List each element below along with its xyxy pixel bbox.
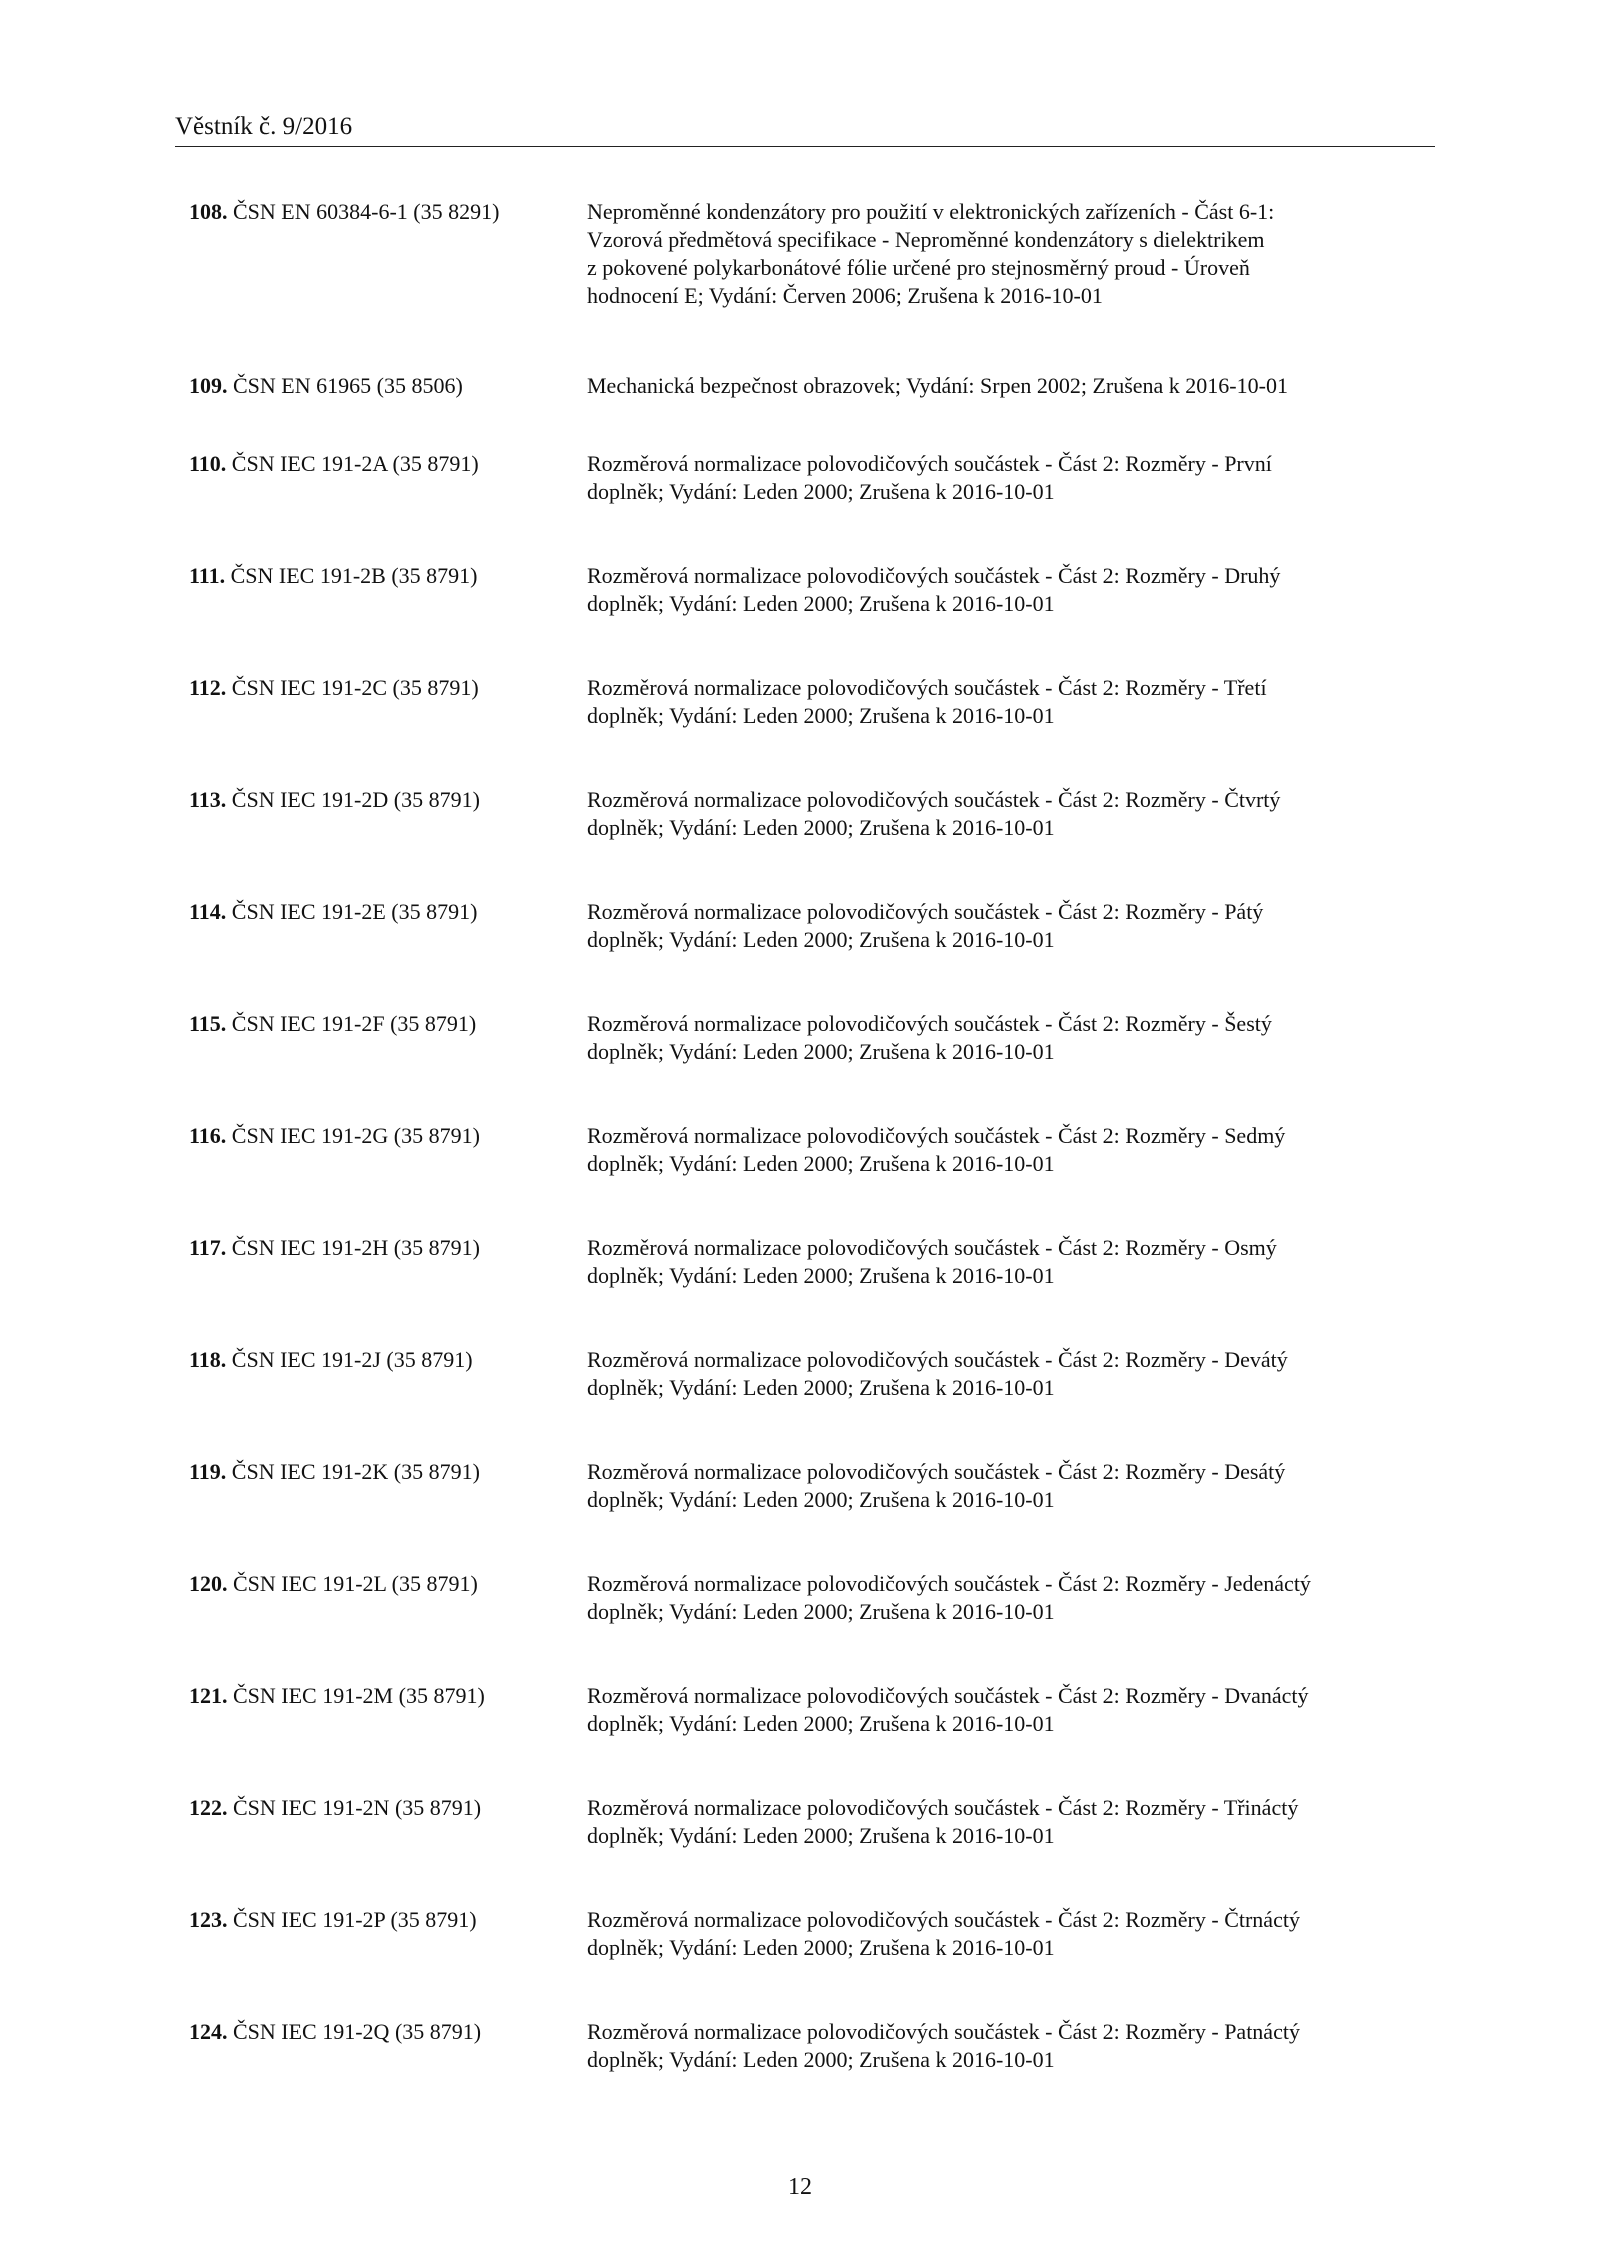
description-line: doplněk; Vydání: Leden 2000; Zrušena k 2016-10-01 <box>587 2047 1055 2072</box>
entry-number: 110. <box>189 451 227 476</box>
entry-number: 114. <box>189 899 227 924</box>
description-line: Rozměrová normalizace polovodičových součástek - Část 2: Rozměry - Druhý <box>587 563 1281 588</box>
description-line: Rozměrová normalizace polovodičových součástek - Část 2: Rozměry - Patnáctý <box>587 2019 1300 2044</box>
entry-number: 115. <box>189 1011 227 1036</box>
standard-code: ČSN IEC 191-2E (35 8791) <box>231 899 478 924</box>
standard-description <box>587 2018 1437 2074</box>
entry-number: 111. <box>189 563 226 588</box>
description-line: hodnocení E; Vydání: Červen 2006; Zrušena k 2016-10-01 <box>587 283 1103 308</box>
description-line: Rozměrová normalizace polovodičových součástek - Část 2: Rozměry - Osmý <box>587 1235 1277 1260</box>
description-line: doplněk; Vydání: Leden 2000; Zrušena k 2016-10-01 <box>587 703 1055 728</box>
description-line: Rozměrová normalizace polovodičových součástek - Část 2: Rozměry - Čtrnáctý <box>587 1907 1300 1932</box>
description-line: doplněk; Vydání: Leden 2000; Zrušena k 2016-10-01 <box>587 1039 1055 1064</box>
standard-description <box>587 1906 1437 1962</box>
description-line: Rozměrová normalizace polovodičových součástek - Část 2: Rozměry - Pátý <box>587 899 1264 924</box>
entry-identifier <box>189 1570 478 1598</box>
description-line: doplněk; Vydání: Leden 2000; Zrušena k 2016-10-01 <box>587 1599 1055 1624</box>
description-line: doplněk; Vydání: Leden 2000; Zrušena k 2016-10-01 <box>587 1263 1055 1288</box>
description-line: doplněk; Vydání: Leden 2000; Zrušena k 2016-10-01 <box>587 927 1055 952</box>
standard-description <box>587 372 1437 400</box>
page-header-title: Věstník č. 9/2016 <box>175 113 353 140</box>
entry-number: 121. <box>189 1683 228 1708</box>
header-divider <box>175 146 1435 147</box>
entry-number: 112. <box>189 675 227 700</box>
standard-code: ČSN IEC 191-2C (35 8791) <box>231 675 479 700</box>
description-line: Rozměrová normalizace polovodičových součástek - Část 2: Rozměry - Dvanáctý <box>587 1683 1309 1708</box>
description-line: Rozměrová normalizace polovodičových součástek - Část 2: Rozměry - Sedmý <box>587 1123 1286 1148</box>
description-line: Rozměrová normalizace polovodičových součástek - Část 2: Rozměry - Čtvrtý <box>587 787 1281 812</box>
entry-identifier <box>189 372 463 400</box>
entry-identifier <box>189 450 479 478</box>
standard-code: ČSN EN 60384-6-1 (35 8291) <box>233 199 500 224</box>
standard-description <box>587 1794 1437 1850</box>
entry-number: 124. <box>189 2019 228 2044</box>
entry-identifier <box>189 1682 485 1710</box>
standard-code: ČSN IEC 191-2P (35 8791) <box>233 1907 477 1932</box>
entry-number: 120. <box>189 1571 228 1596</box>
standard-code: ČSN IEC 191-2J (35 8791) <box>231 1347 473 1372</box>
standard-code: ČSN IEC 191-2K (35 8791) <box>231 1459 480 1484</box>
description-line: Vzorová předmětová specifikace - Neproměnné kondenzátory s dielektrikem <box>587 227 1265 252</box>
description-line: doplněk; Vydání: Leden 2000; Zrušena k 2016-10-01 <box>587 1711 1055 1736</box>
standard-description <box>587 1682 1437 1738</box>
description-line: Rozměrová normalizace polovodičových součástek - Část 2: Rozměry - První <box>587 451 1272 476</box>
standard-code: ČSN EN 61965 (35 8506) <box>233 373 463 398</box>
entry-identifier <box>189 1234 480 1262</box>
standard-code: ČSN IEC 191-2Q (35 8791) <box>233 2019 482 2044</box>
standard-code: ČSN IEC 191-2B (35 8791) <box>230 563 478 588</box>
entry-number: 113. <box>189 787 227 812</box>
entry-identifier <box>189 562 477 590</box>
standard-description <box>587 674 1437 730</box>
standard-code: ČSN IEC 191-2N (35 8791) <box>233 1795 482 1820</box>
description-line: doplněk; Vydání: Leden 2000; Zrušena k 2016-10-01 <box>587 1375 1055 1400</box>
description-line: Mechanická bezpečnost obrazovek; Vydání: Srpen 2002; Zrušena k 2016-10-01 <box>587 373 1288 398</box>
entry-identifier <box>189 1346 473 1374</box>
entry-identifier <box>189 1010 476 1038</box>
entry-number: 123. <box>189 1907 228 1932</box>
entry-number: 117. <box>189 1235 227 1260</box>
entry-number: 109. <box>189 373 228 398</box>
description-line: Rozměrová normalizace polovodičových součástek - Část 2: Rozměry - Třináctý <box>587 1795 1299 1820</box>
standard-description <box>587 1458 1437 1514</box>
standard-description <box>587 562 1437 618</box>
entry-number: 119. <box>189 1459 227 1484</box>
description-line: doplněk; Vydání: Leden 2000; Zrušena k 2016-10-01 <box>587 1151 1055 1176</box>
entry-identifier <box>189 198 499 226</box>
standard-code: ČSN IEC 191-2A (35 8791) <box>231 451 479 476</box>
standard-description <box>587 898 1437 954</box>
entry-identifier <box>189 898 477 926</box>
standard-description <box>587 1010 1437 1066</box>
entry-number: 108. <box>189 199 228 224</box>
entry-number: 118. <box>189 1347 227 1372</box>
entry-identifier <box>189 1458 480 1486</box>
standard-description <box>587 1122 1437 1178</box>
description-line: Rozměrová normalizace polovodičových součástek - Část 2: Rozměry - Jedenáctý <box>587 1571 1311 1596</box>
entry-identifier <box>189 1906 477 1934</box>
description-line: Rozměrová normalizace polovodičových součástek - Část 2: Rozměry - Devátý <box>587 1347 1288 1372</box>
entry-identifier <box>189 786 480 814</box>
standard-code: ČSN IEC 191-2L (35 8791) <box>233 1571 478 1596</box>
description-line: Neproměnné kondenzátory pro použití v elektronických zařízeních - Část 6-1: <box>587 199 1275 224</box>
page-number: 12 <box>788 2174 812 2200</box>
description-line: Rozměrová normalizace polovodičových součástek - Část 2: Rozměry - Šestý <box>587 1011 1272 1036</box>
entry-identifier <box>189 2018 481 2046</box>
standard-description <box>587 450 1437 506</box>
standard-description <box>587 1234 1437 1290</box>
entry-identifier <box>189 674 479 702</box>
entry-number: 122. <box>189 1795 228 1820</box>
standard-code: ČSN IEC 191-2D (35 8791) <box>231 787 480 812</box>
description-line: doplněk; Vydání: Leden 2000; Zrušena k 2016-10-01 <box>587 815 1055 840</box>
description-line: Rozměrová normalizace polovodičových součástek - Část 2: Rozměry - Desátý <box>587 1459 1286 1484</box>
description-line: z pokovené polykarbonátové fólie určené pro stejnosměrný proud - Úroveň <box>587 255 1250 280</box>
description-line: doplněk; Vydání: Leden 2000; Zrušena k 2016-10-01 <box>587 479 1055 504</box>
standard-description <box>587 1346 1437 1402</box>
standard-code: ČSN IEC 191-2G (35 8791) <box>231 1123 480 1148</box>
entry-identifier <box>189 1122 480 1150</box>
description-line: Rozměrová normalizace polovodičových součástek - Část 2: Rozměry - Třetí <box>587 675 1267 700</box>
standard-code: ČSN IEC 191-2M (35 8791) <box>233 1683 485 1708</box>
entry-number: 116. <box>189 1123 227 1148</box>
standard-description <box>587 1570 1437 1626</box>
standard-description <box>587 786 1437 842</box>
standard-code: ČSN IEC 191-2F (35 8791) <box>231 1011 477 1036</box>
entry-identifier <box>189 1794 481 1822</box>
description-line: doplněk; Vydání: Leden 2000; Zrušena k 2016-10-01 <box>587 591 1055 616</box>
description-line: doplněk; Vydání: Leden 2000; Zrušena k 2016-10-01 <box>587 1935 1055 1960</box>
description-line: doplněk; Vydání: Leden 2000; Zrušena k 2016-10-01 <box>587 1823 1055 1848</box>
standard-code: ČSN IEC 191-2H (35 8791) <box>231 1235 480 1260</box>
standard-description <box>587 198 1437 310</box>
description-line: doplněk; Vydání: Leden 2000; Zrušena k 2016-10-01 <box>587 1487 1055 1512</box>
